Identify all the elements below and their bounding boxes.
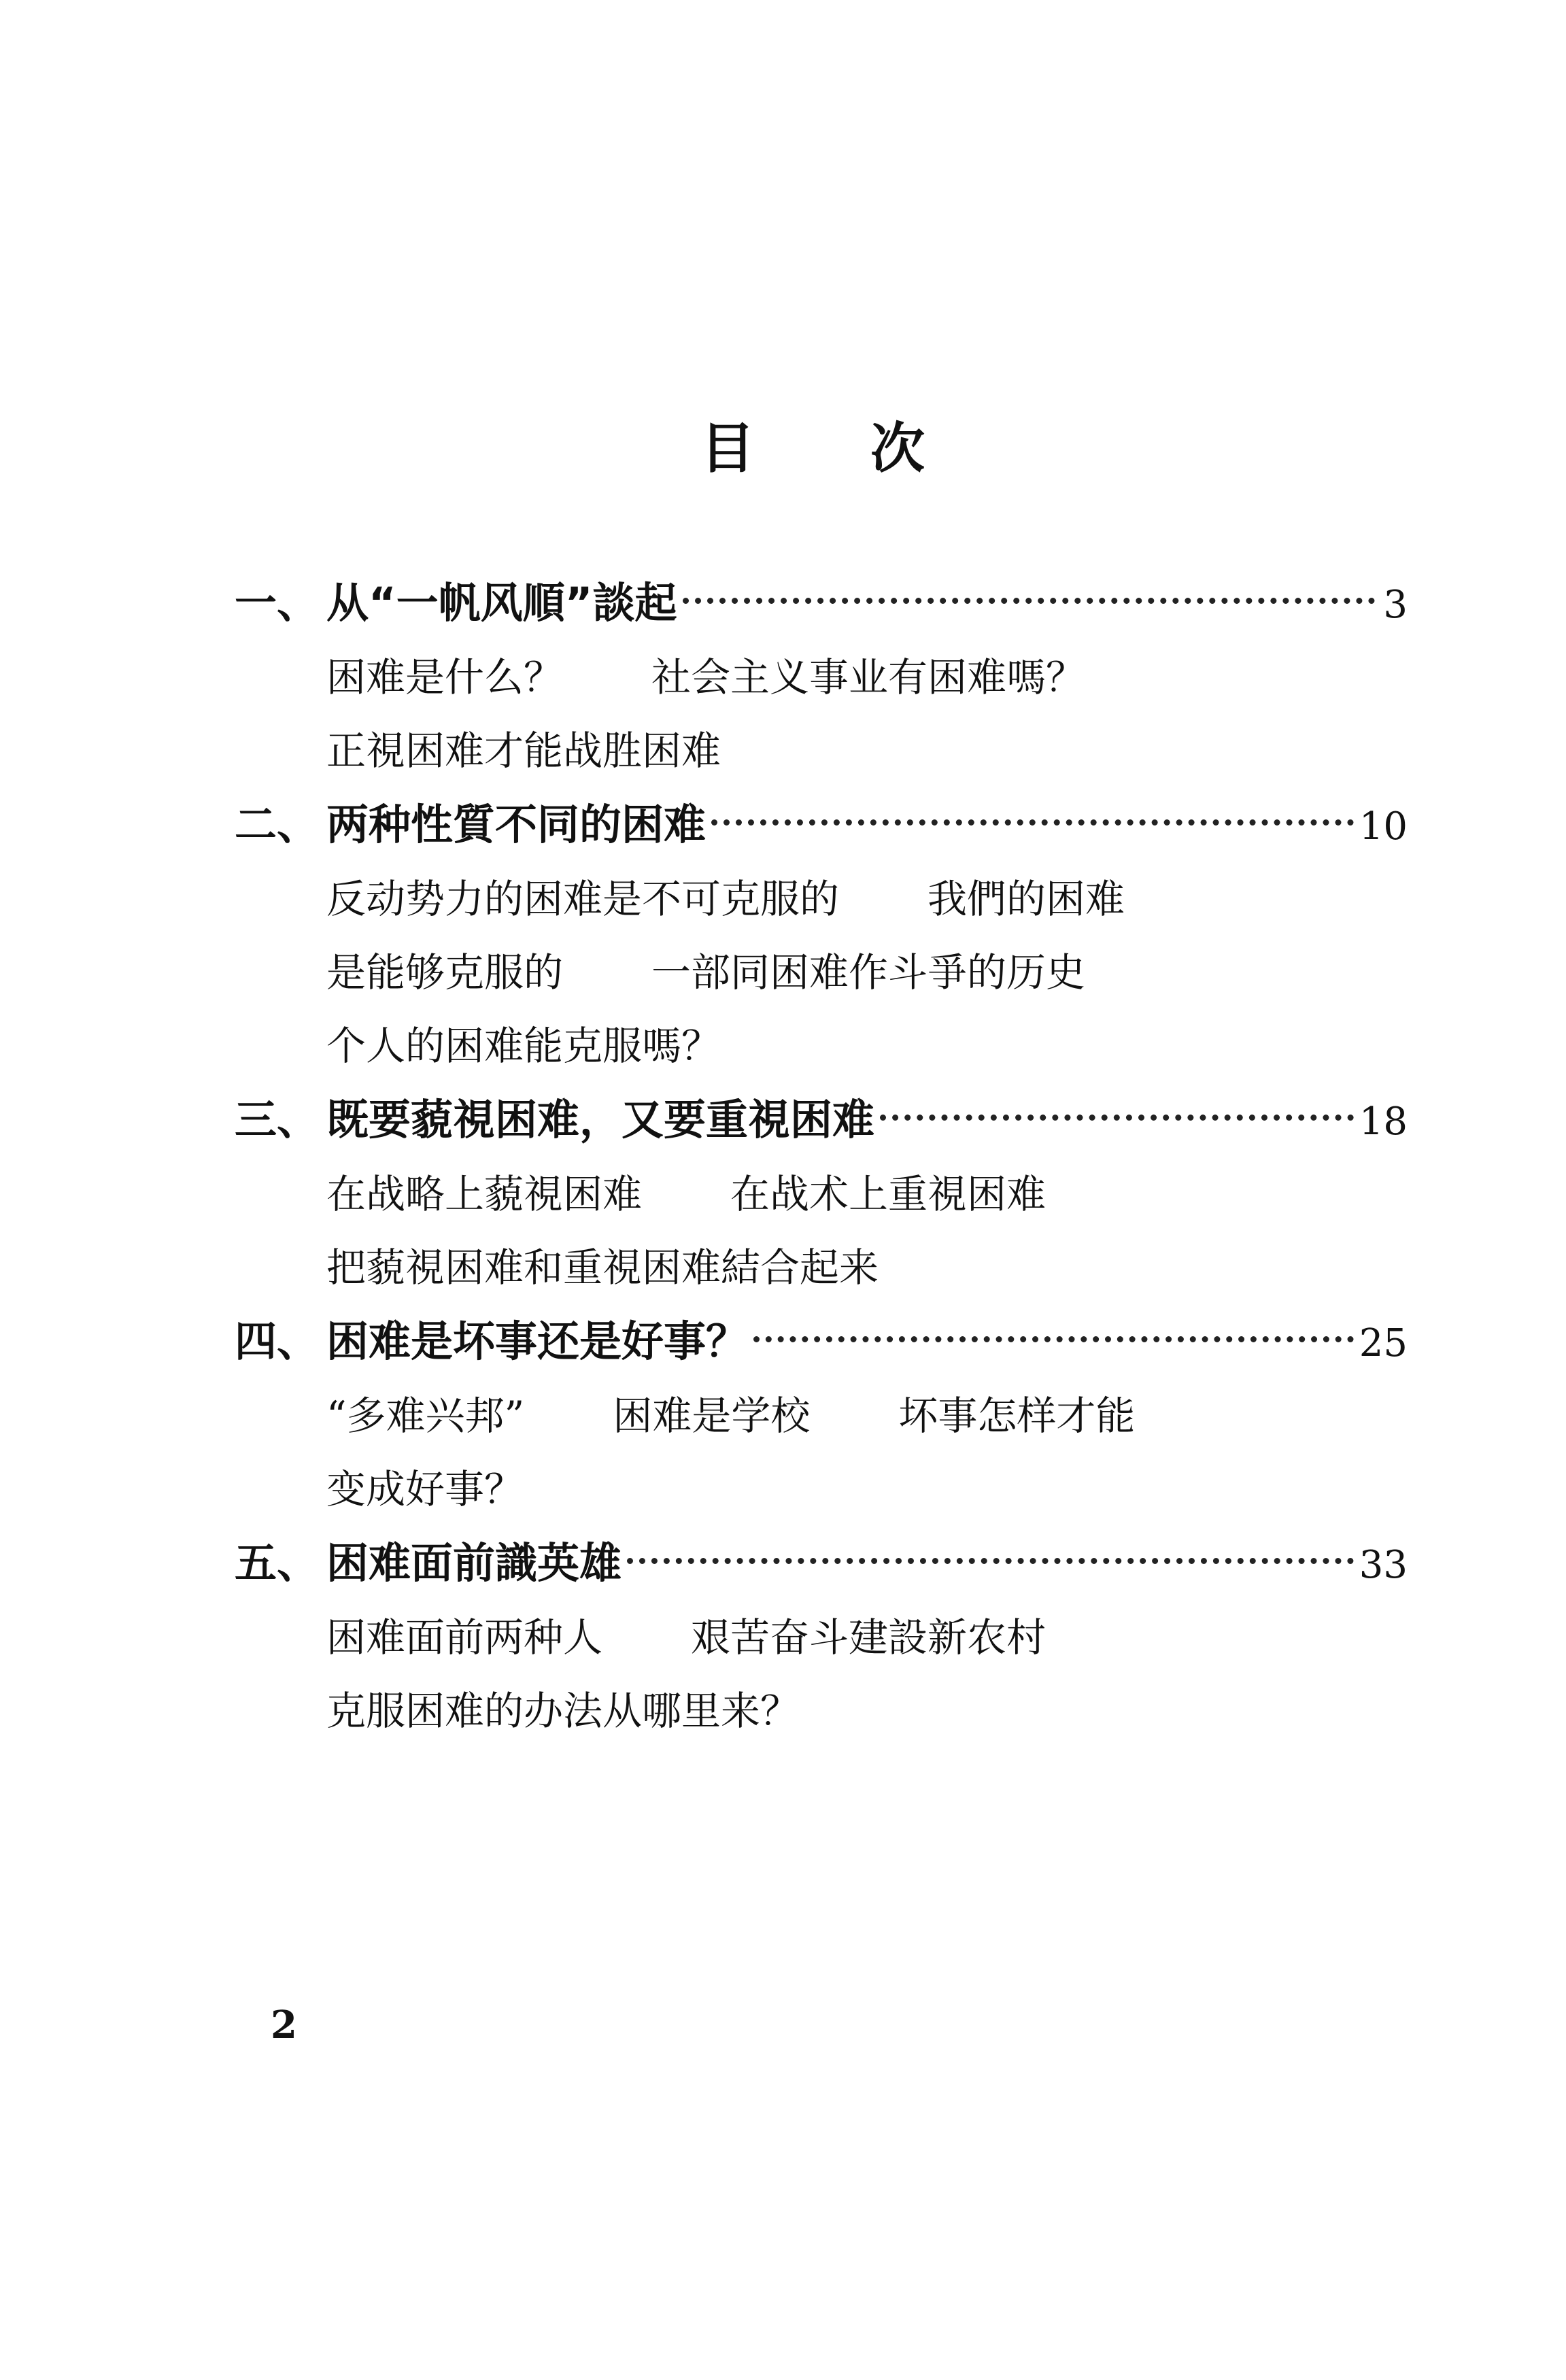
table-of-contents [235,566,1408,1748]
toc-chapter-row[interactable] [235,1526,1408,1601]
subtopic: 正視困难才能战胜困难 [326,728,721,774]
subtopic: 在战略上藐視困难 [326,1171,643,1217]
subtopic: 社会主义事业有困难嗎？ [651,654,1086,700]
toc-entry-1 [235,566,1408,787]
subtopic: 我們的困难 [927,876,1125,922]
subtopic: 反动势力的困难是不可克服的 [326,876,840,922]
page-number: 33 [1359,1543,1408,1587]
subtopic-line [235,1674,1408,1748]
chapter-number: 二、 [235,800,320,849]
dot-leader [880,1101,1354,1121]
folio-page-number: 2 [271,2003,297,2047]
toc-entry-5 [235,1526,1408,1748]
subtopic: 困难是什么？ [326,654,564,700]
subtopic-line [235,641,1408,714]
subtopic: 在战术上重視困难 [730,1171,1046,1217]
page-title [700,415,925,483]
subtopic-line [235,1601,1408,1674]
subtopic-line [235,1452,1408,1526]
chapter-number: 三、 [235,1095,320,1144]
subtopic: 是能够克服的 [326,949,564,996]
dot-leader [683,584,1376,604]
toc-entry-2 [235,787,1408,1083]
dot-leader [711,806,1354,826]
subtopic-line [235,1231,1408,1304]
chapter-title: 既要藐視困难，又要重視困难 [326,1095,875,1144]
chapter-number: 一、 [235,578,320,628]
subtopic-line [235,714,1408,787]
subtopic: 艰苦奋斗建設新农村 [691,1614,1046,1661]
dot-leader [627,1544,1354,1564]
toc-entry-4 [235,1304,1408,1526]
page-number: 25 [1359,1321,1408,1365]
dot-leader [753,1323,1354,1342]
subtopic: 坏事怎样才能 [898,1393,1136,1439]
subtopic: “多难兴邦” [326,1393,525,1439]
page-number: 10 [1359,804,1408,849]
toc-chapter-row[interactable] [235,566,1408,641]
chapter-number: 五、 [235,1538,320,1588]
subtopic: 困难是学校 [613,1393,811,1439]
chapter-title: 两种性質不同的困难 [326,800,707,849]
subtopic: 一部同困难作斗爭的历史 [651,949,1086,996]
subtopic: 克服困难的办法从哪里来？ [326,1688,800,1734]
chapter-title: 从“一帆风順”談起 [326,578,677,628]
page-title-char-2: 次 [870,417,925,480]
page-number: 3 [1383,583,1408,627]
chapter-title: 困难是坏事还是好事？ [326,1316,749,1366]
toc-chapter-row[interactable] [235,1083,1408,1157]
toc-chapter-row[interactable] [235,1304,1408,1379]
subtopic: 困难面前两种人 [326,1614,603,1661]
page-title-char-1: 目 [700,417,755,480]
subtopic-line [235,936,1408,1009]
subtopic: 变成好事？ [326,1466,524,1512]
chapter-number: 四、 [235,1316,320,1366]
page-number: 18 [1359,1100,1408,1144]
chapter-title: 困难面前識英雄 [326,1538,622,1588]
subtopic: 个人的困难能克服嗎？ [326,1023,721,1069]
toc-chapter-row[interactable] [235,787,1408,862]
subtopic-line [235,1009,1408,1083]
toc-entry-3 [235,1083,1408,1304]
subtopic-line [235,862,1408,936]
subtopic: 把藐視困难和重視困难結合起来 [326,1244,879,1291]
subtopic-line [235,1379,1408,1452]
subtopic-line [235,1157,1408,1231]
